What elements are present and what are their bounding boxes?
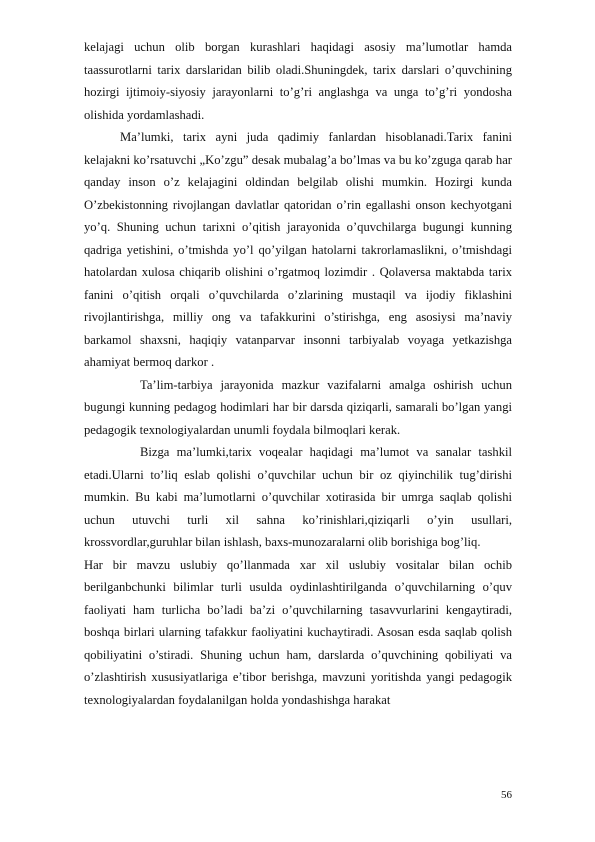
- body-text: [84, 36, 512, 711]
- paragraph-3: Ta’lim-tarbiya jarayonida mazkur vazifalarni amalga oshirish uchun bugungi kunning pedagog hodimlari har bir darsda qiziqarli, samarali bo’lgan yangi pedagogik texnologiyalardan unumli foydala bilmoqlari kerak.: [84, 377, 512, 437]
- paragraph-1: kelajagi uchun olib borgan kurashlari haqidagi asosiy ma’lumotlar hamda taassurotlarni tarix darslaridan bilib oladi.Shuningdek, tarix darslari o’quvchining hozirgi ijtimoiy-siyosiy jarayonlarni to’g’ri anglashga va unga to’g’ri yondosha olishida yordamlashadi.: [84, 40, 512, 122]
- paragraph-4: Bizga ma’lumki,tarix voqealar haqidagi ma’lumot va sanalar tashkil etadi.Ularni to’liq eslab qolishi o’quvchilar uchun bir oz qiyinchilik tug’dirishi mumkin. Bu kabi ma’lumotlarni o’quvchilar xotirasida bir umrga saqlab qolishi uchun utuvchi turli xil sahna ko’rinishlari,qiziqarli o’yin usullari, krossvordlar,guruhlar bilan ishlash, baxs-munozaralarni olib borishiga bog’liq.: [84, 445, 512, 549]
- paragraph-5: Har bir mavzu uslubiy qo’llanmada xar xil uslubiy vositalar bilan ochib berilganbchunki bilimlar turli usulda oydinlashtirilganda o’quvchilarning o’quv faoliyati ham turlicha bo’ladi ba’zi o’quvchilarning tasavvurlarini kengaytiradi, boshqa birlari ularning tafakkur faoliyatini kuchaytiradi. Asosan esda saqlab qolish qobiliyatini o’stiradi. Shuning uchun ham, darslarda o’quvchining qobiliyati va o’zlashtirish xususiyatlariga e’tibor berishga, mavzuni yoritishda yangi pedagogik texnologiyalardan foydalanilgan holda yondashishga harakat: [84, 557, 512, 707]
- paragraph-2: Ma’lumki, tarix ayni juda qadimiy fanlardan hisoblanadi.Tarix fanini kelajakni ko’rsatuvchi „Ko’zgu” desak mubalag’a bo’lmas va bu ko’zguga qarab har qanday inson o’z kelajagini oldindan belgilab olishi mumkin. Hozirgi kunda O’zbekistonning rivojlangan davlatlar qatoridan o’rin egallashi onson kechyotgani yo’q. Shuning uchun tarixni o’qitish jarayonida o’quvchilarga bugungi kunning qadriga yetishini, o’tmishda yo’l qo’yilgan hatolarni takrorlamaslikni, o’tmishdagi hatolardan xulosa chiqarib olishini o’rgatmoq lozimdir . Qolaversa maktabda tarix fanini o’qitish orqali o’quvchilarda o’zlarining mustaqil va ijodiy fiklashini rivojlantirishga, milliy ong va tafakkurini o’stirishga, eng asosiysi ma’naviy barkamol shaxsni, haqiqiy vatanparvar insonni tarbiyalab voyaga yetkazishga ahamiyat bermoq darkor .: [84, 130, 512, 369]
- page-number: 56: [501, 789, 512, 801]
